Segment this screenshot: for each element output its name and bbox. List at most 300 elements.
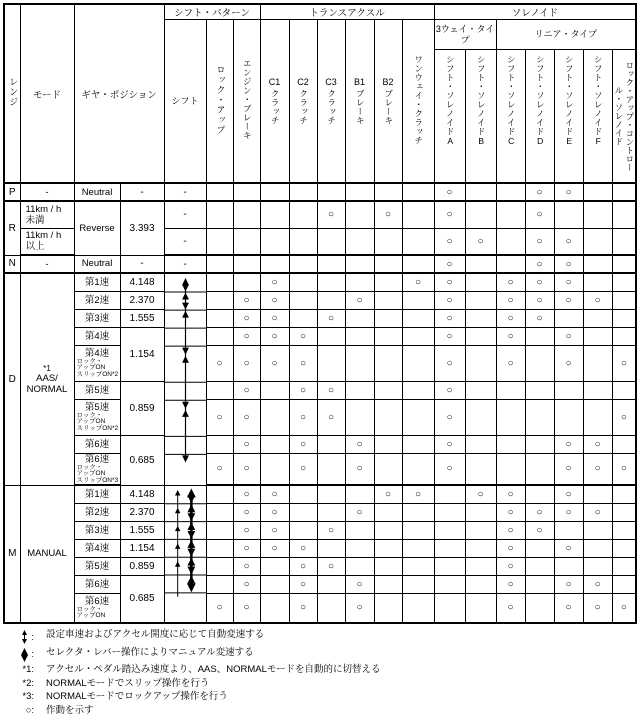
mode-line-text: 11km / h (25, 230, 62, 242)
mark-cell-c3 (317, 575, 345, 593)
mark-cell-lu (206, 503, 233, 521)
b1-label: B1 (354, 76, 366, 87)
activation-circle: ○ (216, 602, 223, 614)
mark-cell-b2 (374, 201, 402, 228)
subgroup-header-3way-type: 3ウェイ・タイプ (434, 20, 496, 50)
activation-circle: ○ (446, 312, 453, 324)
activation-circle: ○ (446, 209, 453, 221)
mark-cell-c2 (289, 228, 317, 255)
mark-cell-solC (496, 593, 525, 623)
col-header-one-way-clutch (402, 20, 434, 184)
mark-cell-solB (465, 593, 496, 623)
mark-cell-b1 (345, 201, 374, 228)
mark-cell-solB (465, 309, 496, 327)
mark-cell-c1 (260, 593, 289, 623)
activation-circle: ○ (216, 411, 223, 423)
activation-circle: ○ (300, 357, 307, 369)
mark-cell-b2 (374, 521, 402, 539)
mode-cell (20, 485, 74, 623)
gear-cell (74, 309, 120, 327)
mark-cell-c1 (260, 273, 289, 291)
legend-item (10, 647, 635, 663)
col-header-engine-brake (233, 20, 260, 184)
mark-cell-luc (612, 381, 636, 399)
mark-cell-solA (434, 557, 465, 575)
mode-line-text: 11km / h (25, 203, 62, 215)
activation-circle: ○ (328, 411, 335, 423)
mark-cell-solE (554, 539, 583, 557)
table-row (4, 309, 636, 327)
activation-circle: ○ (271, 294, 278, 306)
gear-cell (74, 345, 120, 381)
gear-ratio-cell: 0.859 (120, 557, 164, 575)
mark-cell-solF (583, 435, 612, 453)
mark-cell-c1 (260, 503, 289, 521)
col-header-shift-solenoid-c (496, 50, 525, 184)
table-row (4, 485, 636, 503)
lockup-control-solenoid-label: ロック・アップ・コントロール・ソレノイド (613, 60, 635, 172)
activation-circle: ○ (477, 488, 484, 500)
mark-cell-owc (402, 503, 434, 521)
mark-cell-c1 (260, 183, 289, 201)
mark-cell-solB (465, 435, 496, 453)
mark-cell-c2 (289, 521, 317, 539)
gear-label: 第4速 (84, 330, 110, 342)
mark-cell-solE (554, 183, 583, 201)
mode-line-text: 未満 (25, 214, 45, 226)
activation-circle: ○ (446, 463, 453, 475)
legend-text: NORMALモードでロックアップ操作を行う (46, 691, 228, 702)
activation-circle: ○ (446, 276, 453, 288)
mark-cell-eb (233, 485, 260, 503)
shift-cell (164, 485, 206, 623)
table-row (4, 557, 636, 575)
mark-cell-solF (583, 381, 612, 399)
gear-cell (74, 435, 120, 453)
activation-circle: ○ (507, 578, 514, 590)
mark-cell-solD (525, 255, 554, 273)
activation-circle: ○ (594, 438, 601, 450)
mark-cell-solE (554, 291, 583, 309)
gear-ratio-cell: 1.154 (120, 539, 164, 557)
activation-circle: ○ (565, 235, 572, 247)
mark-cell-solC (496, 453, 525, 485)
activation-circle: ○ (300, 560, 307, 572)
group-header-shift-pattern: シフト・パターン (164, 4, 260, 20)
shift-solenoid-d-label: シフト・ソレノイドD (535, 55, 546, 147)
table-row (4, 539, 636, 557)
gear-sub-line: アップON (76, 364, 106, 372)
mark-cell-solC (496, 575, 525, 593)
mark-cell-lu (206, 381, 233, 399)
mark-cell-c2 (289, 309, 317, 327)
mark-cell-solE (554, 557, 583, 575)
activation-circle: ○ (271, 542, 278, 554)
activation-circle: ○ (594, 463, 601, 475)
mark-cell-lu (206, 228, 233, 255)
mark-cell-eb (233, 521, 260, 539)
gear-cell (74, 539, 120, 557)
mark-cell-b2 (374, 399, 402, 435)
mark-cell-solA (434, 201, 465, 228)
mark-cell-solE (554, 381, 583, 399)
mark-cell-b2 (374, 183, 402, 201)
gear-sub-line: ロック・ (76, 605, 103, 613)
mark-cell-solA (434, 228, 465, 255)
mode-cell (20, 255, 74, 273)
activation-circle: ○ (594, 506, 601, 518)
mark-cell-solD (525, 521, 554, 539)
gear-sub-label (75, 359, 120, 379)
mark-cell-eb (233, 575, 260, 593)
mark-cell-solD (525, 485, 554, 503)
activation-circle: ○ (271, 330, 278, 342)
mark-cell-solF (583, 557, 612, 575)
mark-cell-solF (583, 228, 612, 255)
mark-cell-solC (496, 539, 525, 557)
mark-cell-solC (496, 327, 525, 345)
activation-circle: ○ (536, 235, 543, 247)
mark-cell-c1 (260, 435, 289, 453)
mark-cell-solD (525, 309, 554, 327)
activation-circle: ○ (620, 602, 627, 614)
b1-brake-label: ブレーキ (355, 89, 366, 126)
mark-cell-lu (206, 183, 233, 201)
mark-cell-c3 (317, 291, 345, 309)
gear-ratio-cell: - (120, 183, 164, 201)
mark-cell-owc (402, 273, 434, 291)
mark-cell-solF (583, 255, 612, 273)
mark-cell-b1 (345, 521, 374, 539)
mark-cell-b1 (345, 381, 374, 399)
mark-cell-solA (434, 593, 465, 623)
mark-cell-owc (402, 557, 434, 575)
gear-label: 第5速 (84, 560, 110, 572)
mark-cell-c2 (289, 485, 317, 503)
mark-cell-c3 (317, 309, 345, 327)
mark-cell-solA (434, 309, 465, 327)
mark-cell-b1 (345, 273, 374, 291)
activation-circle: ○ (243, 294, 250, 306)
mark-cell-b2 (374, 255, 402, 273)
mark-cell-b1 (345, 593, 374, 623)
mark-cell-solF (583, 539, 612, 557)
table-row (4, 183, 636, 201)
mode-line-text: - (45, 186, 49, 198)
mark-cell-c1 (260, 575, 289, 593)
activation-circle: ○ (536, 209, 543, 221)
gear-cell (74, 327, 120, 345)
mark-cell-b2 (374, 309, 402, 327)
activation-circle: ○ (328, 384, 335, 396)
mark-cell-luc (612, 575, 636, 593)
gear-label: 第6速 (84, 438, 110, 450)
mark-cell-solD (525, 399, 554, 435)
mark-cell-solA (434, 291, 465, 309)
activation-circle: ○ (565, 602, 572, 614)
mark-cell-b2 (374, 453, 402, 485)
mark-cell-solA (434, 575, 465, 593)
mark-cell-solA (434, 273, 465, 291)
activation-circle: ○ (243, 542, 250, 554)
mark-cell-solE (554, 327, 583, 345)
mark-cell-solC (496, 503, 525, 521)
activation-circle: ○ (243, 602, 250, 614)
thin-double-arrow-icon (19, 629, 30, 645)
mark-cell-c1 (260, 485, 289, 503)
one-way-clutch-label: ワンウェイ・クラッチ (413, 54, 424, 145)
mark-cell-b2 (374, 327, 402, 345)
activation-circle: ○ (300, 438, 307, 450)
mark-cell-solE (554, 399, 583, 435)
mark-cell-solF (583, 183, 612, 201)
mark-cell-solE (554, 503, 583, 521)
activation-circle: ○ (594, 578, 601, 590)
mark-cell-b1 (345, 345, 374, 381)
activation-circle: ○ (507, 488, 514, 500)
mark-cell-owc (402, 485, 434, 503)
mark-cell-c2 (289, 593, 317, 623)
mark-cell-solB (465, 273, 496, 291)
legend-text: 設定車速およびアクセル開度に応じて自動変速する (46, 629, 265, 640)
activation-circle: ○ (300, 411, 307, 423)
activation-circle: ○ (446, 258, 453, 270)
col-header-lockup (206, 20, 233, 184)
b2-brake-label: ブレーキ (383, 89, 394, 126)
mark-cell-b1 (345, 309, 374, 327)
legend-item (10, 664, 635, 676)
activation-circle: ○ (565, 438, 572, 450)
activation-circle: ○ (271, 312, 278, 324)
activation-circle: ○ (243, 438, 250, 450)
mark-cell-c3 (317, 273, 345, 291)
mark-cell-eb (233, 539, 260, 557)
range-cell: R (4, 201, 20, 255)
activation-circle: ○ (507, 294, 514, 306)
legend-symbol: *2: (22, 677, 34, 689)
mark-cell-c3 (317, 485, 345, 503)
activation-circle: ○ (446, 357, 453, 369)
mark-cell-b2 (374, 345, 402, 381)
mark-cell-solE (554, 521, 583, 539)
shift-cell: - (164, 255, 206, 273)
shift-solenoid-f-label: シフト・ソレノイドF (593, 55, 604, 147)
mark-cell-b2 (374, 291, 402, 309)
mark-cell-solC (496, 435, 525, 453)
mark-cell-c1 (260, 201, 289, 228)
table-row (4, 453, 636, 485)
mark-cell-owc (402, 345, 434, 381)
activation-circle: ○ (385, 209, 392, 221)
mark-cell-eb (233, 453, 260, 485)
mark-cell-solC (496, 201, 525, 228)
manual-shift-arrows (165, 486, 206, 623)
mark-cell-solE (554, 309, 583, 327)
mark-cell-c2 (289, 273, 317, 291)
mark-cell-solE (554, 255, 583, 273)
gear-sub-label (75, 413, 120, 433)
mark-cell-lu (206, 593, 233, 623)
mark-cell-b2 (374, 593, 402, 623)
table-row (4, 345, 636, 381)
mark-cell-c2 (289, 345, 317, 381)
gear-cell (74, 453, 120, 485)
table-row (4, 273, 636, 291)
mark-cell-luc (612, 521, 636, 539)
mark-cell-solE (554, 485, 583, 503)
mark-cell-solB (465, 255, 496, 273)
mark-cell-eb (233, 399, 260, 435)
activation-circle: ○ (446, 438, 453, 450)
activation-circle: ○ (356, 438, 363, 450)
activation-circle: ○ (271, 488, 278, 500)
mark-cell-owc (402, 327, 434, 345)
c3-label: C3 (325, 76, 337, 87)
mark-cell-owc (402, 381, 434, 399)
mark-cell-c2 (289, 381, 317, 399)
mark-cell-b1 (345, 183, 374, 201)
mark-cell-owc (402, 575, 434, 593)
mark-cell-c1 (260, 539, 289, 557)
mark-cell-solB (465, 291, 496, 309)
mark-cell-solD (525, 345, 554, 381)
mark-cell-b2 (374, 557, 402, 575)
legend-text: NORMALモードでスリップ操作を行う (46, 677, 210, 689)
activation-circle: ○ (565, 330, 572, 342)
mode-cell (20, 201, 74, 228)
mark-cell-c1 (260, 309, 289, 327)
mark-cell-luc (612, 539, 636, 557)
gear-cell (74, 255, 120, 273)
c2-label: C2 (297, 76, 309, 87)
subgroup-header-linear-type: リニア・タイプ (496, 20, 636, 50)
mark-cell-solD (525, 557, 554, 575)
mark-cell-solB (465, 557, 496, 575)
activation-circle: ○ (565, 578, 572, 590)
activation-circle: ○ (446, 294, 453, 306)
mark-cell-solA (434, 399, 465, 435)
mark-cell-lu (206, 273, 233, 291)
mark-cell-solE (554, 201, 583, 228)
mark-cell-solF (583, 453, 612, 485)
mode-line-text: *1 (43, 363, 51, 373)
gear-sub-label (75, 465, 120, 485)
mark-cell-solA (434, 539, 465, 557)
mark-cell-solA (434, 327, 465, 345)
mode-line-text: - (45, 258, 49, 270)
activation-circle: ○ (536, 506, 543, 518)
mark-cell-solF (583, 485, 612, 503)
gear-label: Neutral (81, 258, 113, 270)
mark-cell-solA (434, 381, 465, 399)
mark-cell-solF (583, 593, 612, 623)
mark-cell-c1 (260, 557, 289, 575)
mark-cell-b2 (374, 228, 402, 255)
group-header-solenoid: ソレノイド (434, 4, 636, 20)
activation-circle: ○ (446, 235, 453, 247)
activation-circle: ○ (243, 463, 250, 475)
activation-circle: ○ (243, 312, 250, 324)
activation-circle: ○ (356, 578, 363, 590)
gear-cell (74, 521, 120, 539)
mark-cell-b2 (374, 575, 402, 593)
table-row (4, 327, 636, 345)
mark-cell-c3 (317, 503, 345, 521)
activation-circle: ○ (243, 384, 250, 396)
col-header-shift-solenoid-b (465, 50, 496, 184)
mark-cell-solF (583, 345, 612, 381)
mark-cell-c2 (289, 575, 317, 593)
mark-cell-c3 (317, 539, 345, 557)
mark-cell-luc (612, 345, 636, 381)
activation-circle: ○ (271, 524, 278, 536)
mark-cell-c1 (260, 381, 289, 399)
mark-cell-lu (206, 557, 233, 575)
gear-ratio-cell: 3.393 (120, 201, 164, 255)
mark-cell-c2 (289, 503, 317, 521)
gear-cell (74, 291, 120, 309)
activation-circle: ○ (507, 506, 514, 518)
mark-cell-solF (583, 291, 612, 309)
mark-cell-c2 (289, 399, 317, 435)
gear-label: 第3速 (84, 524, 110, 536)
gear-cell (74, 485, 120, 503)
activation-circle: ○ (477, 235, 484, 247)
gear-label: 第1速 (84, 276, 110, 288)
activation-circle: ○ (243, 578, 250, 590)
activation-circle: ○ (565, 542, 572, 554)
col-header-shift-solenoid-e (554, 50, 583, 184)
activation-circle: ○ (243, 330, 250, 342)
mark-cell-solE (554, 228, 583, 255)
activation-circle: ○ (243, 560, 250, 572)
mark-cell-c2 (289, 255, 317, 273)
activation-circle: ○ (300, 542, 307, 554)
mark-cell-eb (233, 557, 260, 575)
mark-cell-b1 (345, 399, 374, 435)
mark-cell-eb (233, 593, 260, 623)
mark-cell-solD (525, 435, 554, 453)
mark-cell-lu (206, 309, 233, 327)
activation-circle: ○ (300, 578, 307, 590)
mark-cell-b1 (345, 453, 374, 485)
legend-symbol: : (10, 629, 34, 645)
mark-cell-c2 (289, 201, 317, 228)
mark-cell-b1 (345, 435, 374, 453)
activation-circle: ○ (565, 186, 572, 198)
shift-pattern-table (3, 3, 637, 624)
mark-cell-c1 (260, 521, 289, 539)
table-row (4, 593, 636, 623)
gear-sub-line: アップON (76, 418, 106, 426)
col-header-shift-solenoid-d (525, 50, 554, 184)
mark-cell-eb (233, 291, 260, 309)
mark-cell-solD (525, 575, 554, 593)
activation-circle: ○ (536, 258, 543, 270)
activation-circle: ○ (216, 357, 223, 369)
activation-circle: ○ (446, 384, 453, 396)
mark-cell-luc (612, 273, 636, 291)
mark-cell-solD (525, 453, 554, 485)
mark-cell-eb (233, 435, 260, 453)
gear-cell (74, 593, 120, 623)
mark-cell-c2 (289, 291, 317, 309)
mark-cell-lu (206, 485, 233, 503)
mark-cell-luc (612, 255, 636, 273)
gear-ratio-cell: 4.148 (120, 485, 164, 503)
mark-cell-luc (612, 183, 636, 201)
mark-cell-c2 (289, 539, 317, 557)
